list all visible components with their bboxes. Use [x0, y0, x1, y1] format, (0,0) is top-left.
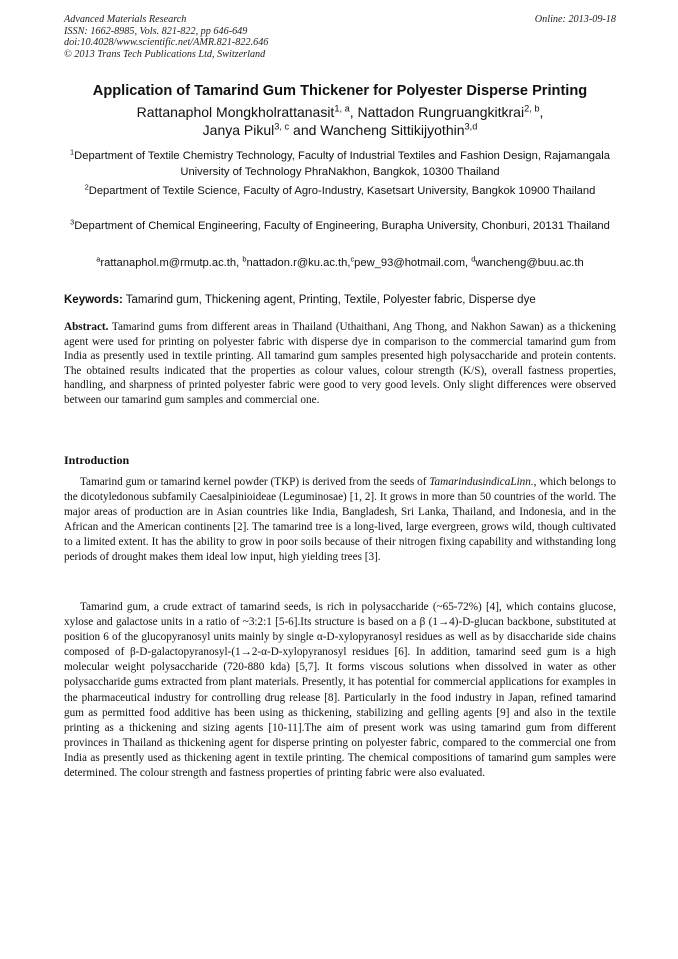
keywords-text: Tamarind gum, Thickening agent, Printing, Textile, Polyester fabric, Disperse dye — [122, 294, 536, 306]
keywords-label: Keywords: — [64, 294, 123, 306]
email-mark: b — [242, 254, 247, 264]
email-mark: d — [471, 254, 476, 264]
issn-line: ISSN: 1662-8985, Vols. 821-822, pp 646-649 — [64, 25, 248, 37]
affiliation-number: 1 — [70, 147, 75, 157]
affiliation-text: Department of Textile Chemistry Technology, Faculty of Industrial Textiles and Fashion Design, Rajamangala University of Technology PhraNakhon, Bangkok, 10300 Thailand — [74, 150, 610, 178]
author-name: Nattadon Rungruangkitkrai — [357, 104, 525, 120]
affiliation-2 — [64, 184, 616, 200]
email-mark: c — [350, 254, 355, 264]
abstract-text: Tamarind gums from different areas in Thailand (Uthaithani, Ang Thong, and Nakhon Sawan) as a thickening agent were used for printing on polyester fabric with disperse dye in comparison to the commercial tamarind gum from India as presently used in textile printing. All tamarind gum samples presented high polysaccharide and protein contents. The obtained results indicated that the properties as colour values, colour strength (K/S), overall fastness properties, handling, and sharpness of printed polyester fabric were good to very good levels. Only slight differences were observed between our tamarind gum samples and commercial one. — [64, 321, 616, 406]
journal-name: Advanced Materials Research — [64, 14, 187, 25]
copyright-line: © 2013 Trans Tech Publications Ltd, Switzerland — [64, 48, 266, 60]
email-mark: a — [96, 254, 101, 264]
affiliation-text: Department of Textile Science, Faculty of Agro-Industry, Kasetsart University, Bangkok 10900 Thailand — [88, 185, 596, 197]
species-name: TamarindusindicaLinn. — [429, 476, 534, 488]
email-link[interactable]: nattadon.r@ku.ac.th, — [246, 257, 351, 269]
author-conjunction: and — [289, 122, 321, 138]
author-affiliation-mark: 2, b — [524, 103, 540, 114]
affiliation-text: Department of Chemical Engineering, Faculty of Engineering, Burapha University, Chonburi, 20131 Thailand — [74, 220, 610, 232]
doi-line[interactable]: doi:10.4028/www.scientific.net/AMR.821-822.646 — [64, 37, 269, 49]
author-affiliation-mark: 3,d — [464, 121, 478, 132]
email-list — [64, 256, 616, 271]
paper-title: Application of Tamarind Gum Thickener for Polyester Disperse Printing — [92, 83, 588, 99]
affiliation-number: 3 — [70, 217, 75, 227]
author-separator: , — [539, 104, 544, 120]
author-name: Wancheng Sittikijyothin — [320, 122, 465, 138]
affiliation-1 — [64, 149, 616, 180]
online-date: Online: 2013-09-18 — [534, 14, 616, 25]
paragraph-text: Tamarind gum or tamarind kernel powder (TKP) is derived from the seeds of — [80, 476, 430, 488]
author-name: Rattanaphol Mongkholrattanasit — [136, 104, 335, 120]
email-link[interactable]: pew_93@hotmail.com, — [354, 257, 472, 269]
affiliation-3 — [64, 219, 616, 235]
intro-paragraph-1 — [64, 475, 616, 566]
keywords-block — [64, 293, 616, 307]
author-separator: , — [349, 104, 358, 120]
author-affiliation-mark: 3, c — [274, 121, 290, 132]
email-link[interactable]: wancheng@buu.ac.th — [475, 257, 584, 269]
abstract-label: Abstract. — [64, 321, 109, 333]
section-heading-introduction: Introduction — [64, 453, 130, 467]
journal-header — [64, 14, 616, 60]
paragraph-text: , which belongs to the dicotyledonous subfamily Caesalpinioideae (Leguminosae) [1, 2]. It grows in more than 50 countries of the world. The major areas of production are in Asian countries like India, Bangladesh, Sri Lanka, Thailand, and Indonesia, and in the African and the American continents [2]. The tamarind tree is a long-lived, large evergreen, grows wild, though cultivated to a limited extent. It has the ability to grow in poor soils because of their nitrogen fixing capability and withstanding long periods of drought makes them ideal low input, high yielding trees [3]. — [64, 476, 616, 564]
email-link[interactable]: rattanaphol.m@rmutp.ac.th, — [100, 257, 243, 269]
author-list — [64, 103, 616, 139]
abstract-block — [64, 320, 616, 408]
affiliation-number: 2 — [84, 182, 89, 192]
author-name: Janya Pikul — [202, 122, 275, 138]
intro-paragraph-2: Tamarind gum, a crude extract of tamarind seeds, is rich in polysaccharide (~65-72%) [4], which contains glucose, xylose and galactose units in a ratio of ~3:2:1 [5-6].Its structure is based on a β (1→4)-D-glucan backbone, substituted at position 6 of the glucopyranosyl units mainly by single α-D-xylopyranosyl residues as well as by disaccharide side chains composed of β-D-galactopyranosyl-(1→2-α-D-xylopyranosyl residues [6]. In addition, tamarind seed gum is a high molecular weight polysaccharide (720-880 kda) [5,7]. It forms viscous solutions when dissolved in water as other polysaccharide gums extracted from plant materials. Presently, it has potential for commercial applications for examples in the pharmaceutical industry for controlling drug release [8]. Particularly in the food industry in Japan, refined tamarind gum as permitted food additive has been using as thickening, stabilizing and gelling agents [9] and also in the textile printing as a thickening and sizing agents [10-11].The aim of present work was using tamarind gum from different provinces in Thailand as thickening agent for disperse printing on polyester fabric, compared to the commercial one from India as presently used as thickening agent in textile printing. The chemical compositions of tamarind gum samples were determined. The colour strength and fastness properties of printing fabric were also evaluated. — [64, 601, 616, 780]
author-affiliation-mark: 1, a — [334, 103, 350, 114]
